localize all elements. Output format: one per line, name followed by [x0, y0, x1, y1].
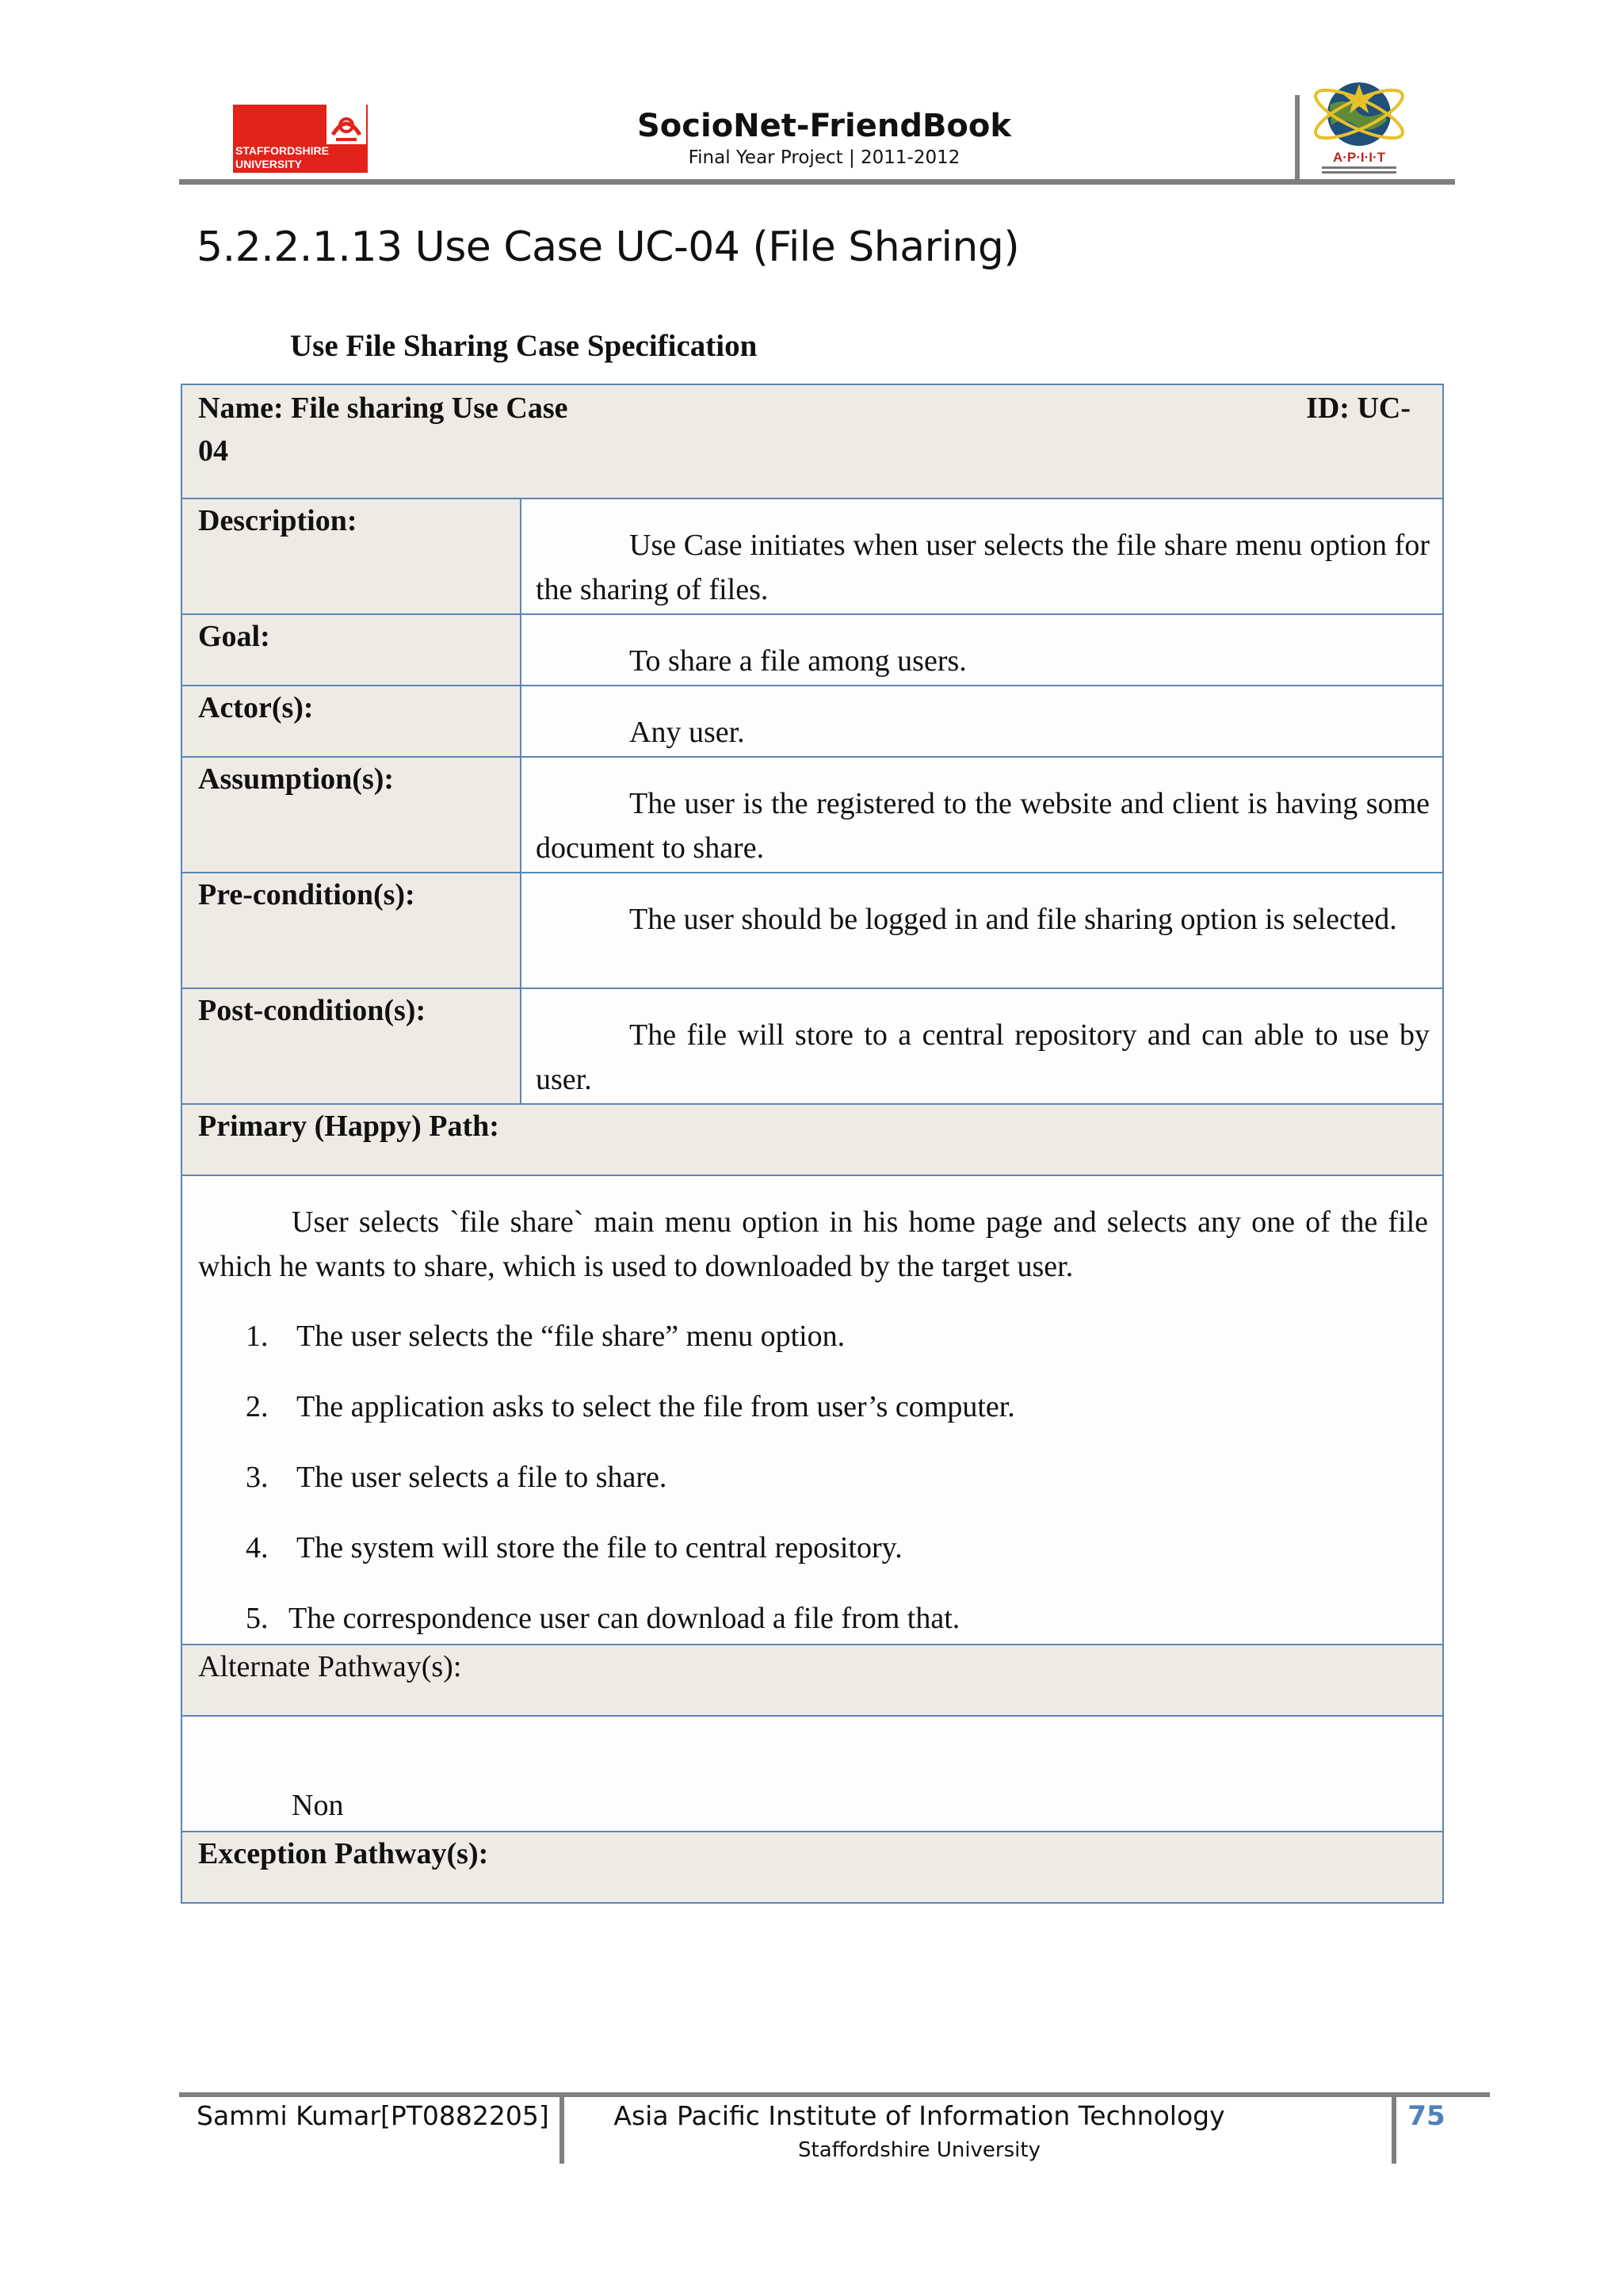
- footer-divider: [559, 2095, 564, 2164]
- staffordshire-knot-icon: [327, 105, 366, 144]
- goal-value-cell: [520, 613, 1444, 686]
- precondition-label-cell: [181, 872, 521, 989]
- precondition-value: The user should be logged in and file sharing option is selected.: [629, 903, 1397, 936]
- header-rule: [179, 179, 1455, 185]
- primary-path-label-cell: [181, 1103, 1444, 1176]
- header-title: SocioNet-FriendBook: [636, 108, 1011, 144]
- alternate-path-label: Alternate Pathway(s):: [198, 1650, 462, 1683]
- globe-icon: [1308, 73, 1411, 179]
- assumptions-label-cell: [181, 756, 521, 873]
- assumptions-value-cell: [520, 756, 1444, 873]
- actors-label-cell: [181, 685, 521, 758]
- assumptions-value: The user is the registered to the website and client is having some document to share.: [536, 787, 1430, 865]
- name-row: [181, 384, 1444, 499]
- postcondition-label: Post-condition(s):: [198, 994, 426, 1027]
- footer-university: Staffordshire University: [798, 2138, 1041, 2162]
- step-text: The application asks to select the file from user’s computer.: [296, 1390, 1015, 1423]
- table-caption: Use File Sharing Case Specification: [290, 329, 758, 363]
- staffordshire-logo-text: STAFFORDSHIRE UNIVERSITY: [233, 144, 368, 173]
- description-value: Use Case initiates when user selects the file share menu option for the sharing of files.: [536, 529, 1430, 606]
- step-text: The system will store the file to central repository.: [296, 1531, 903, 1564]
- description-label-cell: [181, 498, 521, 615]
- footer-divider: [1392, 2095, 1396, 2164]
- goal-label-cell: [181, 613, 521, 686]
- goal-label: Goal:: [198, 620, 270, 653]
- step-number: 3.: [246, 1461, 269, 1494]
- footer-author: Sammi Kumar[PT0882205]: [197, 2100, 549, 2131]
- exception-path-label: Exception Pathway(s):: [198, 1837, 489, 1870]
- footer-institute: Asia Pacific Institute of Information Technology: [613, 2100, 1225, 2131]
- step-number: 4.: [246, 1531, 269, 1564]
- use-case-id: ID: UC-: [1306, 392, 1411, 425]
- precondition-label: Pre-condition(s):: [198, 878, 415, 911]
- actors-value: Any user.: [629, 716, 745, 749]
- staffordshire-logo: [233, 105, 368, 173]
- primary-path-label: Primary (Happy) Path:: [198, 1110, 499, 1143]
- actors-value-cell: [520, 685, 1444, 758]
- actors-label: Actor(s):: [198, 691, 314, 724]
- step-number: 2.: [246, 1390, 269, 1423]
- alternate-path-body: [181, 1715, 1444, 1832]
- postcondition-value-cell: [520, 988, 1444, 1105]
- assumptions-label: Assumption(s):: [198, 762, 395, 796]
- postcondition-value: The file will store to a central repository and can able to use by user.: [536, 1018, 1430, 1096]
- step-text: The correspondence user can download a file from that.: [288, 1602, 960, 1635]
- primary-path-text: User selects `file share` main menu option in his home page and selects any one of the file which he wants to share, which is used to downloaded by the target user.: [198, 1205, 1428, 1283]
- step-text: The user selects a file to share.: [296, 1461, 667, 1494]
- alternate-path-label-cell: [181, 1644, 1444, 1717]
- step-number: 1.: [246, 1320, 269, 1353]
- goal-value: To share a file among users.: [629, 644, 967, 678]
- use-case-id-cont: 04: [198, 434, 228, 468]
- header-subtitle: Final Year Project | 2011-2012: [688, 147, 960, 168]
- use-case-name: Name: File sharing Use Case: [198, 392, 568, 425]
- description-value-cell: [520, 498, 1444, 615]
- exception-path-label-cell: [181, 1831, 1444, 1904]
- footer-rule: [179, 2092, 1490, 2097]
- alternate-path-text: Non: [292, 1789, 344, 1822]
- apiit-logo: [1308, 73, 1411, 179]
- header-divider: [1295, 95, 1300, 181]
- precondition-value-cell: [520, 872, 1444, 989]
- postcondition-label-cell: [181, 988, 521, 1105]
- primary-path-body: [181, 1175, 1444, 1645]
- step-number: 5.: [246, 1602, 269, 1635]
- apiit-logo-text: A·P·I·I·T: [1332, 150, 1386, 165]
- step-text: The user selects the “file share” menu option.: [296, 1320, 846, 1353]
- description-label: Description:: [198, 504, 357, 537]
- section-heading: 5.2.2.1.13 Use Case UC-04 (File Sharing): [197, 223, 1020, 271]
- page-number: 75: [1407, 2100, 1445, 2132]
